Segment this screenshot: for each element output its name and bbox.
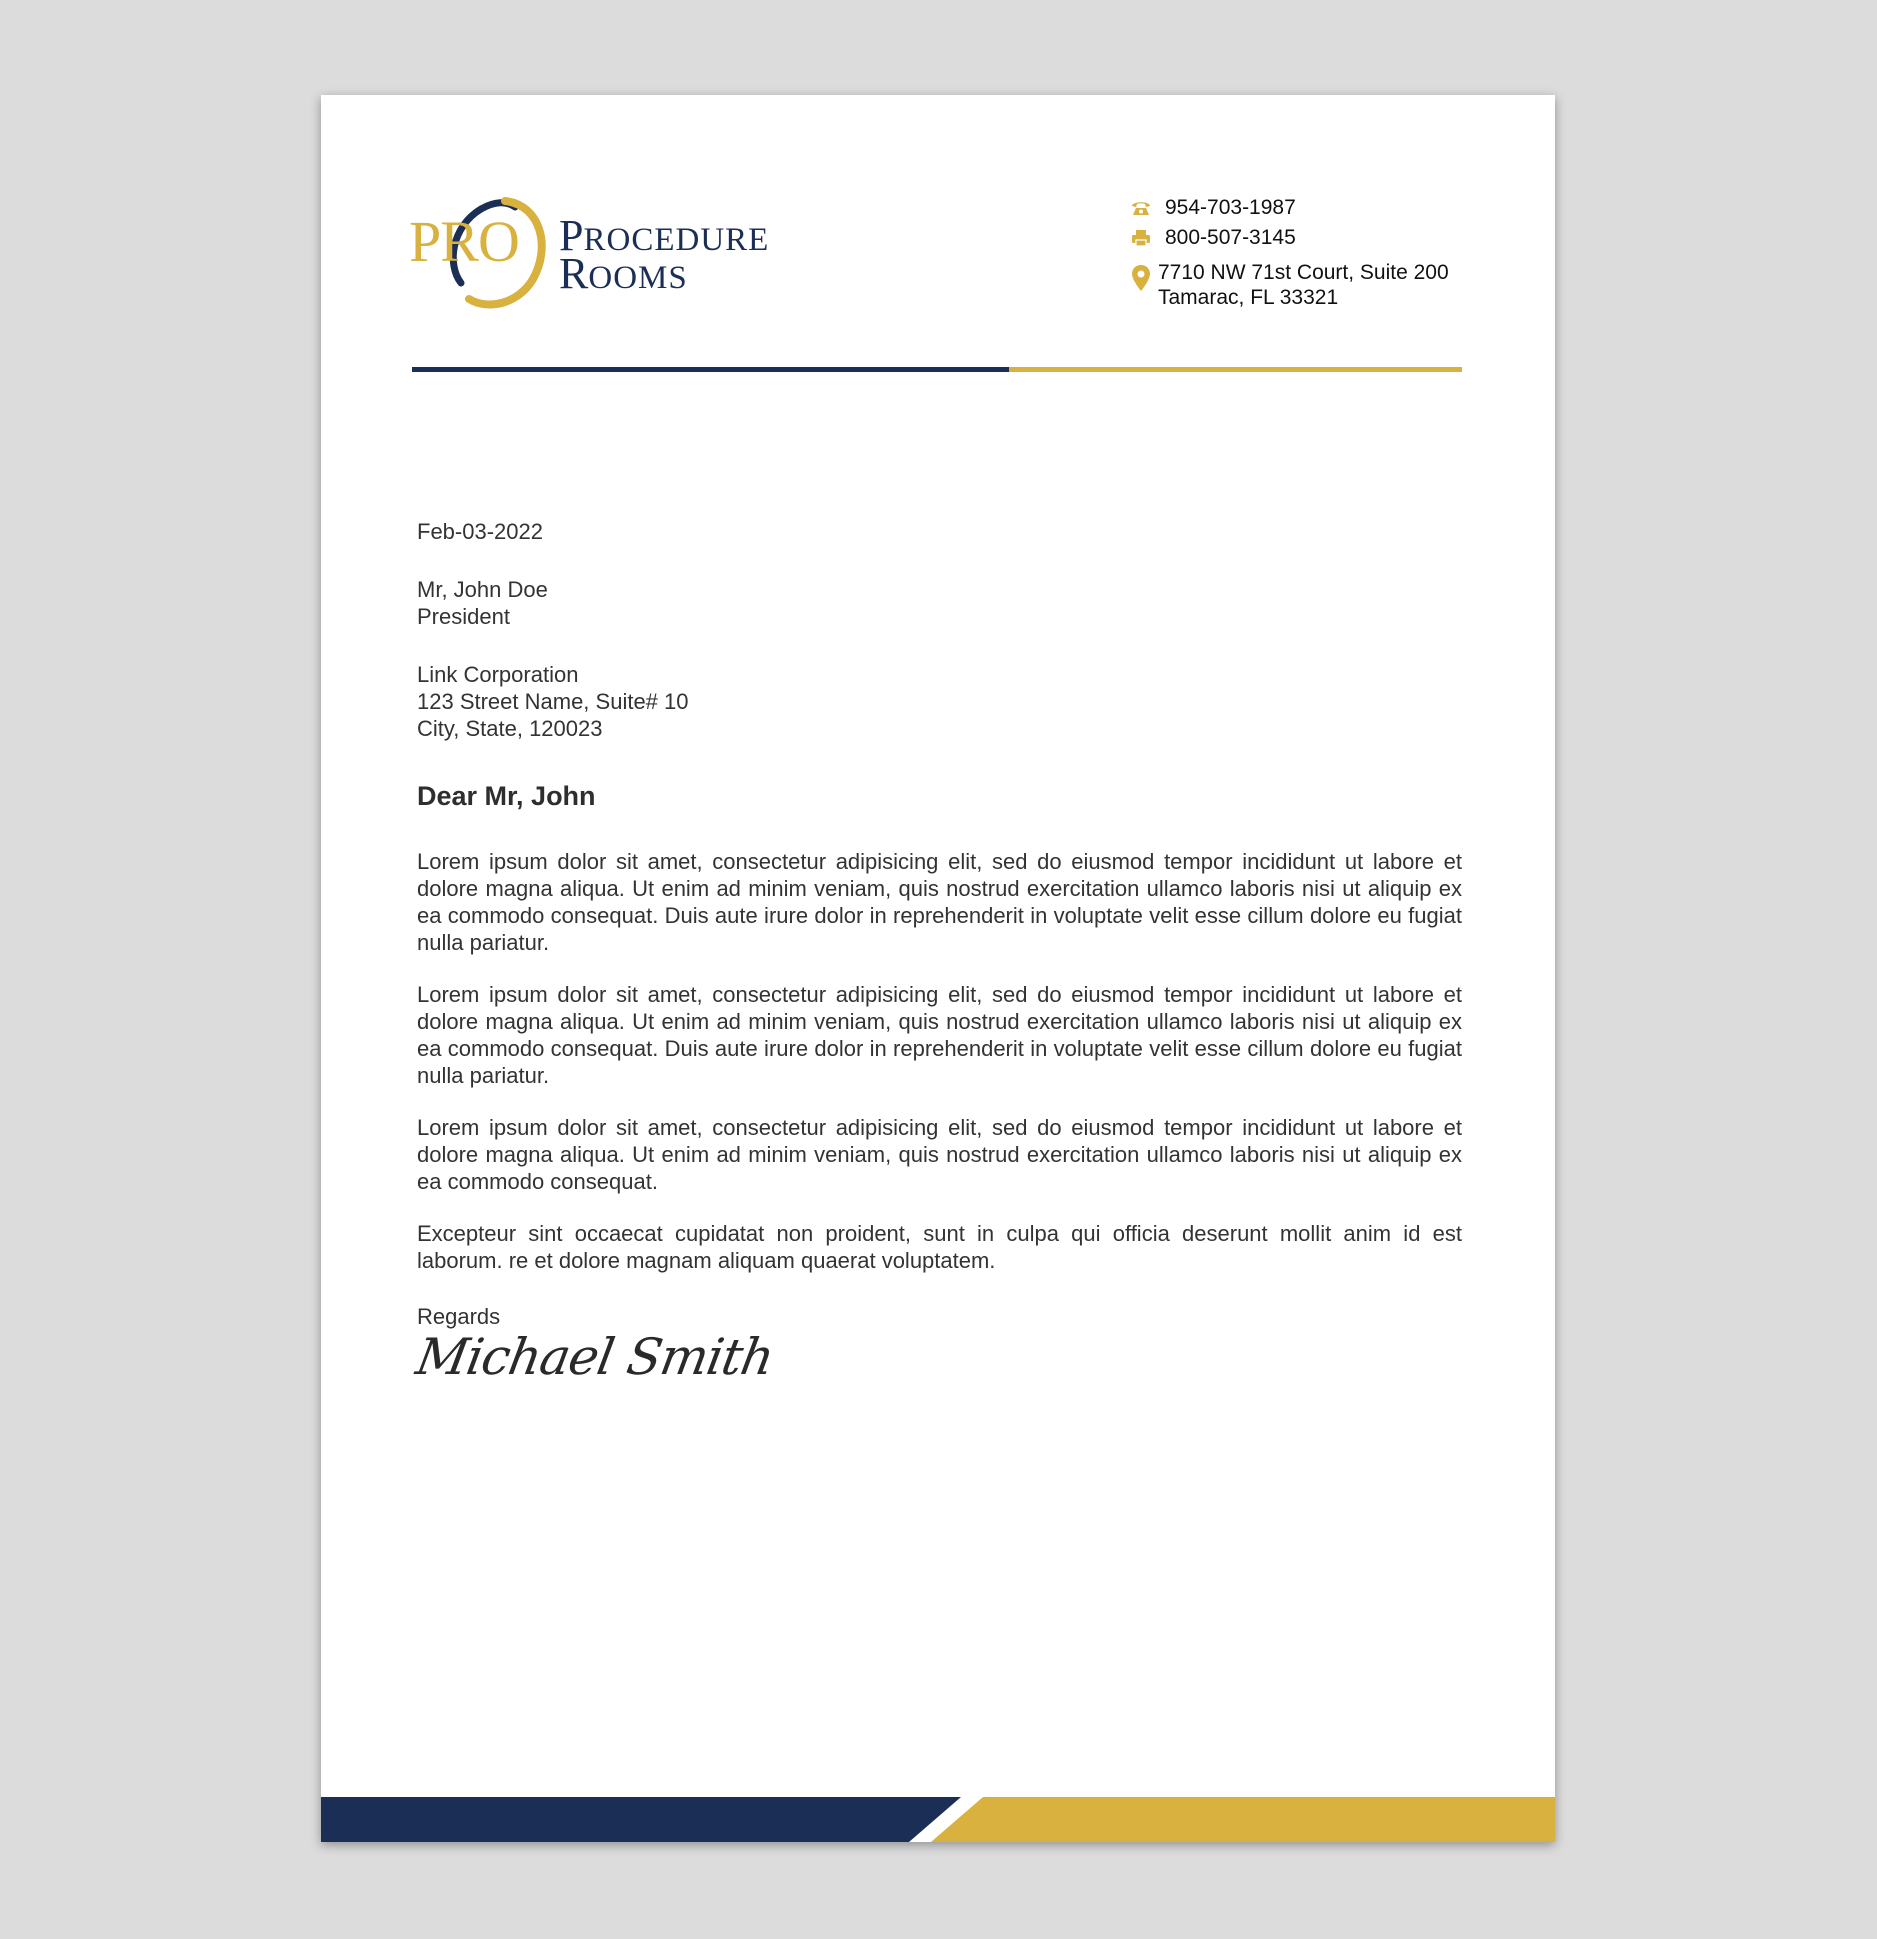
fax-icon bbox=[1129, 223, 1153, 253]
paragraph: Lorem ipsum dolor sit amet, consectetur adipisicing elit, sed do eiusmod tempor incididunt ut labore et dolore magna aliqua. Ut enim ad minim veniam, quis nostrud exercitation ullamco laboris nisi ut aliquip ex ea commodo consequat. Duis aute irure dolor in reprehenderit in voluptate velit esse cillum dolore eu fugiat nulla pariatur. bbox=[417, 849, 1462, 955]
address-line-2: Tamarac, FL 33321 bbox=[1158, 286, 1339, 309]
company-name: Link Corporation bbox=[417, 662, 579, 687]
paragraph: Excepteur sint occaecat cupidatat non proident, sunt in culpa qui officia deserunt mollit anim id est laborum. re et dolore magnam aliquam quaerat voluptatem. bbox=[417, 1221, 1462, 1273]
recipient-block bbox=[417, 576, 548, 630]
recipient-name: Mr, John Doe bbox=[417, 577, 548, 602]
logo-line2-rest: OOMS bbox=[588, 260, 688, 296]
contact-fax bbox=[1129, 223, 1529, 253]
paragraph: Lorem ipsum dolor sit amet, consectetur adipisicing elit, sed do eiusmod tempor incididunt ut labore et dolore magna aliqua. Ut enim ad minim veniam, quis nostrud exercitation ullamco laboris nisi ut aliquip ex ea commodo consequat. Duis aute irure dolor in reprehenderit in voluptate velit esse cillum dolore eu fugiat nulla pariatur. bbox=[417, 982, 1462, 1088]
phone-number: 954-703-1987 bbox=[1165, 196, 1296, 219]
footer-gold-band bbox=[931, 1797, 1555, 1842]
contact-phone bbox=[1129, 193, 1529, 223]
address-line-1: 7710 NW 71st Court, Suite 200 bbox=[1158, 261, 1449, 284]
company-logo bbox=[409, 187, 839, 317]
company-street: 123 Street Name, Suite# 10 bbox=[417, 689, 689, 714]
company-city: City, State, 120023 bbox=[417, 716, 603, 741]
contact-block bbox=[1129, 193, 1529, 312]
salutation: Dear Mr, John bbox=[417, 781, 596, 811]
contact-address bbox=[1129, 260, 1529, 312]
logo-line1-initial: P bbox=[559, 211, 584, 260]
logo-line1-rest: ROCEDURE bbox=[583, 222, 770, 258]
closing: Regards bbox=[417, 1304, 501, 1329]
letterhead-page bbox=[321, 95, 1555, 1842]
header-rule-navy bbox=[412, 367, 1009, 372]
recipient-title: President bbox=[417, 604, 510, 629]
location-pin-icon bbox=[1129, 260, 1153, 294]
fax-number: 800-507-3145 bbox=[1165, 226, 1296, 249]
company-address-block bbox=[417, 661, 689, 742]
address-text bbox=[1158, 260, 1449, 310]
footer-navy-band bbox=[321, 1797, 961, 1842]
letter-date: Feb-03-2022 bbox=[417, 519, 543, 544]
telephone-icon bbox=[1129, 193, 1153, 223]
logo-pro-text: PRO bbox=[409, 209, 519, 274]
logo-line2-initial: R bbox=[559, 249, 589, 298]
signature: Michael Smith bbox=[411, 1328, 778, 1386]
header-rule-gold bbox=[1009, 367, 1462, 372]
paragraph: Lorem ipsum dolor sit amet, consectetur adipisicing elit, sed do eiusmod tempor incididunt ut labore et dolore magna aliqua. Ut enim ad minim veniam, quis nostrud exercitation ullamco laboris nisi ut aliquip ex ea commodo consequat. bbox=[417, 1115, 1462, 1194]
footer-bar bbox=[321, 1797, 1555, 1842]
logo-wordmark-line2 bbox=[559, 249, 688, 298]
